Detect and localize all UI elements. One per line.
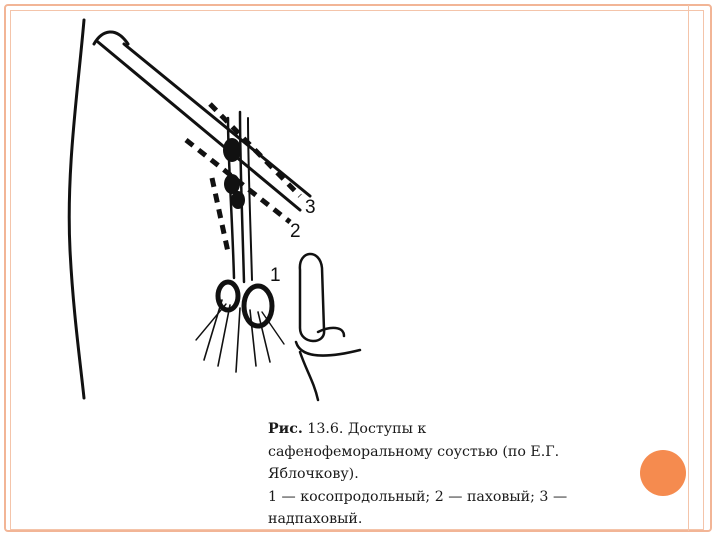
figure-caption	[268, 418, 628, 531]
label-two: 2	[290, 221, 301, 242]
thigh-outline	[69, 20, 84, 398]
fiber-1	[204, 300, 222, 360]
accent-circle	[640, 450, 686, 496]
inguinal-ligament-lower	[124, 44, 310, 196]
fiber-3	[236, 308, 240, 372]
inguinal-ligament-upper	[98, 42, 300, 210]
scrotum-outline	[296, 342, 360, 356]
penis-outline	[300, 254, 324, 341]
caption-line-2: сафенофеморальному соустью (по Е.Г.	[268, 443, 560, 460]
caption-line-1-text: 13.6. Доступы к	[302, 421, 427, 437]
fiber-4	[250, 310, 256, 366]
caption-line-3: Яблочкову).	[268, 466, 359, 482]
caption-line-1	[268, 418, 628, 441]
node-mid	[224, 174, 240, 194]
ring-node-right	[244, 286, 272, 326]
fiber-2	[218, 305, 230, 366]
node-lower	[231, 191, 245, 209]
caption-line-5: надпаховый.	[268, 511, 363, 527]
caption-prefix: Рис.	[268, 421, 303, 437]
glans-line	[318, 328, 344, 336]
ring-node-left	[218, 282, 238, 310]
node-upper	[223, 138, 241, 162]
label-three: 3	[305, 197, 316, 218]
caption-line-4: 1 — косопродольный; 2 — паховый; 3 —	[268, 488, 568, 505]
scrotum-lower	[300, 352, 318, 400]
label-one: 1	[270, 265, 281, 286]
